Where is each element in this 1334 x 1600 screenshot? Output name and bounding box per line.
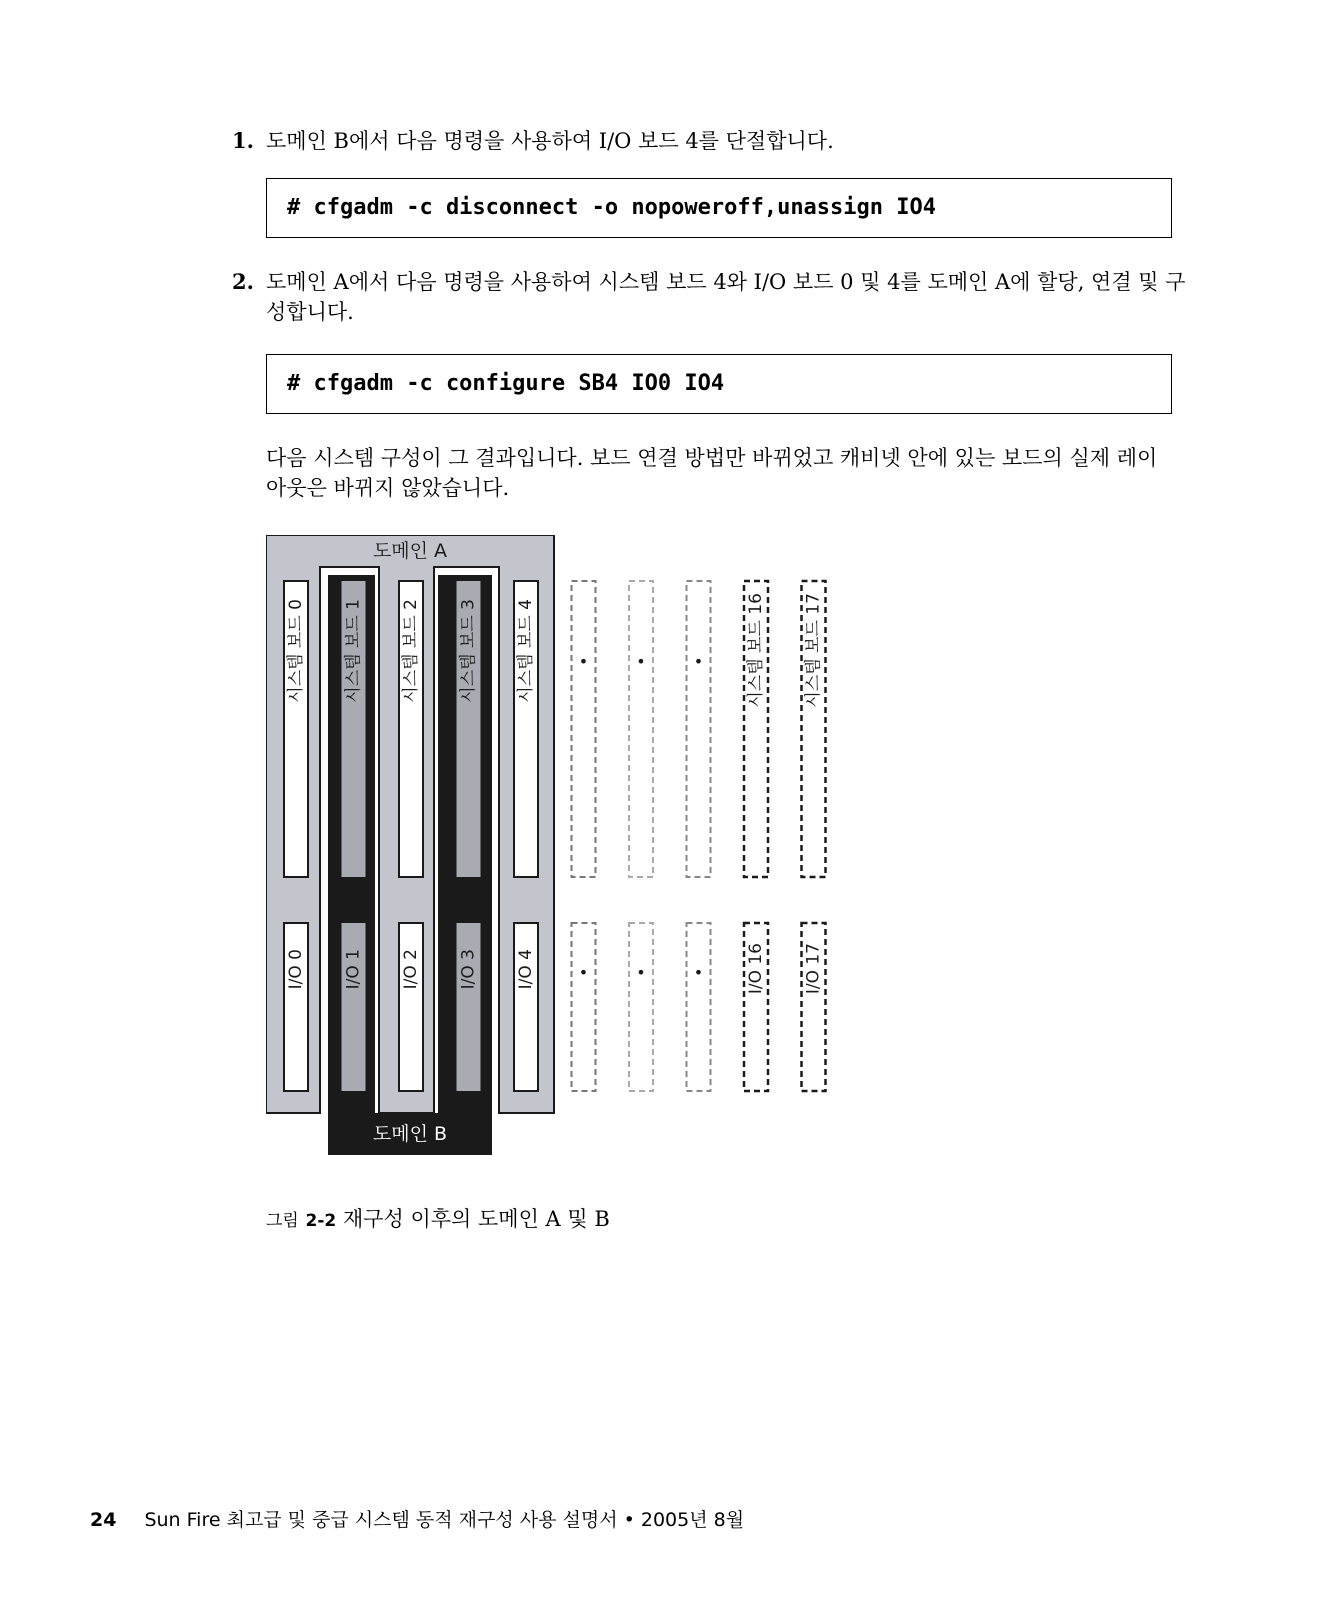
code-block: # cfgadm -c disconnect -o nopoweroff,unassign IO4 <box>266 178 1172 238</box>
ellipsis-dot: • <box>693 652 704 671</box>
empty-io-slot <box>629 923 653 1091</box>
empty-board-slot <box>687 581 711 877</box>
ellipsis-dot: • <box>636 652 646 671</box>
step-text: 도메인 B에서 다음 명령을 사용하여 I/O 보드 4를 단절합니다. <box>266 129 834 153</box>
system-board-label: 시스템 보드 2 <box>401 599 421 703</box>
io-board-slot <box>342 923 366 1091</box>
io-board-slot <box>399 923 423 1091</box>
empty-board-slot <box>629 581 653 877</box>
page-number: 24 <box>90 1509 117 1531</box>
step-number: 2. <box>232 269 254 294</box>
system-board-label: 시스템 보드 0 <box>286 599 306 703</box>
step-text: 도메인 A에서 다음 명령을 사용하여 시스템 보드 4와 I/O 보드 0 및 4를 도메인 A에 할당, 연결 및 구성합니다. <box>266 270 1186 324</box>
io-board-label: I/O 1 <box>343 949 364 990</box>
domain-b-label: 도메인 B <box>372 1123 448 1145</box>
io-board-slot <box>284 923 308 1091</box>
system-board-label: 시스템 보드 16 <box>746 593 766 708</box>
ellipsis-dot: • <box>693 963 704 982</box>
caption-text: 재구성 이후의 도메인 A 및 B <box>342 1207 610 1231</box>
system-board-label: 시스템 보드 4 <box>516 599 536 703</box>
empty-board-slot <box>572 581 596 877</box>
caption-label: 그림 <box>266 1211 299 1231</box>
io-board-label: I/O 17 <box>803 943 824 995</box>
system-board-label: 시스템 보드 1 <box>343 599 364 703</box>
footer-text: Sun Fire 최고급 및 중급 시스템 동적 재구성 사용 설명서 • 2005년 8월 <box>144 1509 745 1531</box>
system-board-label: 시스템 보드 3 <box>458 599 479 703</box>
io-board-label: I/O 2 <box>401 949 421 990</box>
ellipsis-dot: • <box>578 963 589 982</box>
io-board-label: I/O 4 <box>516 949 536 990</box>
ellipsis-dot: • <box>578 652 589 671</box>
empty-io-slot <box>572 923 596 1091</box>
io-board-label: I/O 3 <box>458 949 479 990</box>
page-footer <box>90 1507 744 1533</box>
io-board-slot <box>457 923 481 1091</box>
empty-io-slot <box>687 923 711 1091</box>
system-board-label: 시스템 보드 17 <box>803 593 824 708</box>
io-board-slot <box>514 923 538 1091</box>
caption-number: 2-2 <box>305 1211 337 1231</box>
code-block: # cfgadm -c configure SB4 IO0 IO4 <box>266 354 1172 414</box>
ellipsis-dot: • <box>636 963 646 982</box>
result-paragraph: 다음 시스템 구성이 그 결과입니다. 보드 연결 방법만 바뀌었고 캐비넷 안에 있는 보드의 실제 레이아웃은 바뀌지 않았습니다. <box>266 446 1158 500</box>
domain-a-label: 도메인 A <box>372 540 448 562</box>
figure-caption <box>266 1205 610 1235</box>
io-board-label: I/O 16 <box>746 943 766 995</box>
io-board-label: I/O 0 <box>286 949 306 990</box>
domain-diagram <box>266 535 866 1175</box>
step-number: 1. <box>232 128 254 153</box>
